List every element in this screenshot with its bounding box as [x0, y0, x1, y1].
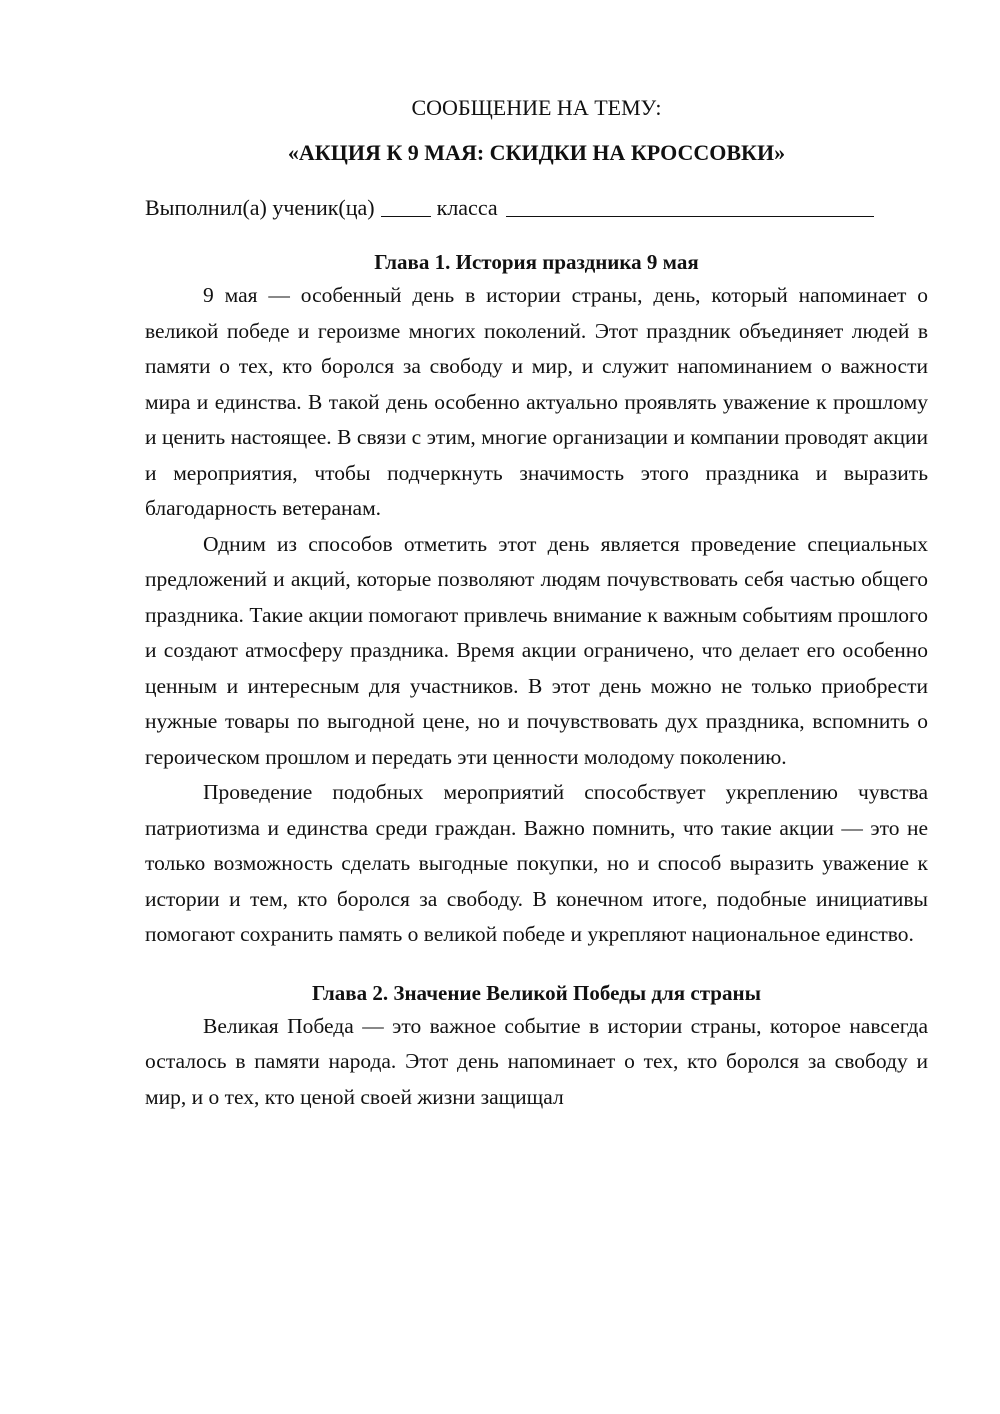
- chapter-1-paragraph-3: Проведение подобных мероприятий способствует укреплению чувства патриотизма и единства среди граждан. Важно помнить, что такие акции — это не только возможность сделать выгодные покупки, но и способ выразить уважение к истории и тем, кто боролся за свободу. В конечном итоге, подобные инициативы помогают сохранить память о великой победе и укрепляют национальное единство.: [145, 780, 928, 946]
- author-line: [145, 192, 928, 224]
- title-topic-line: СООБЩЕНИЕ НА ТЕМУ:: [411, 95, 662, 120]
- document-title: «АКЦИЯ К 9 МАЯ: СКИДКИ НА КРОССОВКИ»: [287, 140, 786, 165]
- grade-blank-field: [381, 194, 431, 217]
- document-page: [145, 92, 928, 1115]
- class-label: класса: [436, 195, 498, 220]
- author-prefix: Выполнил(а) ученик(ца): [145, 195, 375, 220]
- chapter-2-heading: Глава 2. Значение Великой Победы для страны: [312, 980, 761, 1005]
- chapter-1-paragraph-1: 9 мая — особенный день в истории страны, день, который напоминает о великой победе и героизме многих поколений. Этот праздник объединяет людей в памяти о тех, кто боролся за свободу и мир, и служит напоминанием о важности мира и единства. В такой день особенно актуально проявлять уважение к прошлому и ценить настоящее. В связи с этим, многие организации и компании проводят акции и мероприятия, чтобы подчеркнуть значимость этого праздника и выразить благодарность ветеранам.: [145, 283, 928, 520]
- chapter-1-paragraph-2: Одним из способов отметить этот день является проведение специальных предложений и акций, которые позволяют людям почувствовать себя частью общего праздника. Такие акции помогают привлечь внимание к важным событиям прошлого и создают атмосферу праздника. Время акции ограничено, что делает его особенно ценным и интересным для участников. В этот день можно не только приобрести нужные товары по выгодной цене, но и почувствовать дух праздника, вспомнить о героическом прошлом и передать эти ценности молодому поколению.: [145, 531, 928, 769]
- chapter-2-paragraph-1: Великая Победа — это важное событие в истории страны, которое навсегда осталось в памяти народа. Этот день напоминает о тех, кто боролся за свободу и мир, и о тех, кто ценой своей жизни защищал: [145, 1013, 928, 1109]
- name-blank-field: [506, 194, 874, 217]
- chapter-1-heading: Глава 1. История праздника 9 мая: [374, 250, 699, 274]
